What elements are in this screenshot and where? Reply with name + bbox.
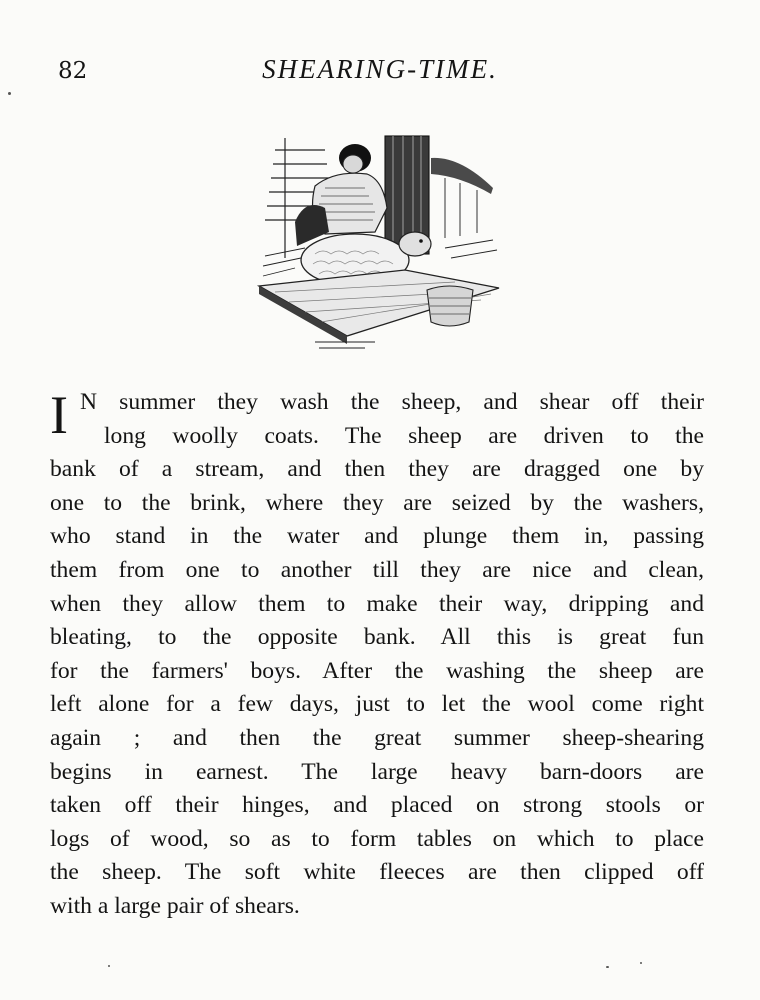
text-line: who stand in the water and plunge them in, passing <box>50 523 704 550</box>
text-line: the sheep. The soft white fleeces are then clipped off <box>50 859 704 886</box>
text-line: long woolly coats. The sheep are driven to the <box>104 422 704 449</box>
text-line: taken off their hinges, and placed on strong stools or <box>50 792 704 819</box>
text-line: bank of a stream, and then they are dragged one by <box>50 456 704 483</box>
text-line: N summer they wash the sheep, and shear off their <box>80 389 704 415</box>
text-line: when they allow them to make their way, dripping and <box>50 590 704 617</box>
text-line: bleating, to the opposite bank. All this is great fun <box>50 624 704 651</box>
text-line: logs of wood, so as to form tables on which to place <box>50 825 704 852</box>
paper-speck <box>108 965 110 967</box>
drop-cap: I <box>50 385 68 445</box>
text-line: again ; and then the great summer sheep-shearing <box>50 724 704 751</box>
text-line: with a large pair of shears. <box>50 892 300 919</box>
engraving-sheep-shearing-icon <box>255 128 500 353</box>
text-line: left alone for a few days, just to let the wool come right <box>50 691 704 718</box>
running-head: SHEARING-TIME. <box>262 54 498 84</box>
paper-speck <box>640 962 642 964</box>
text-line: them from one to another till they are nice and clean, <box>50 556 704 583</box>
paper-speck <box>8 92 11 95</box>
page-number: 82 <box>58 58 88 84</box>
paper-speck <box>606 966 609 968</box>
text-line: begins in earnest. The large heavy barn-doors are <box>50 758 704 785</box>
body-text <box>50 386 704 924</box>
text-line: for the farmers' boys. After the washing the sheep are <box>50 657 704 684</box>
text-line: one to the brink, where they are seized by the washers, <box>50 489 704 516</box>
